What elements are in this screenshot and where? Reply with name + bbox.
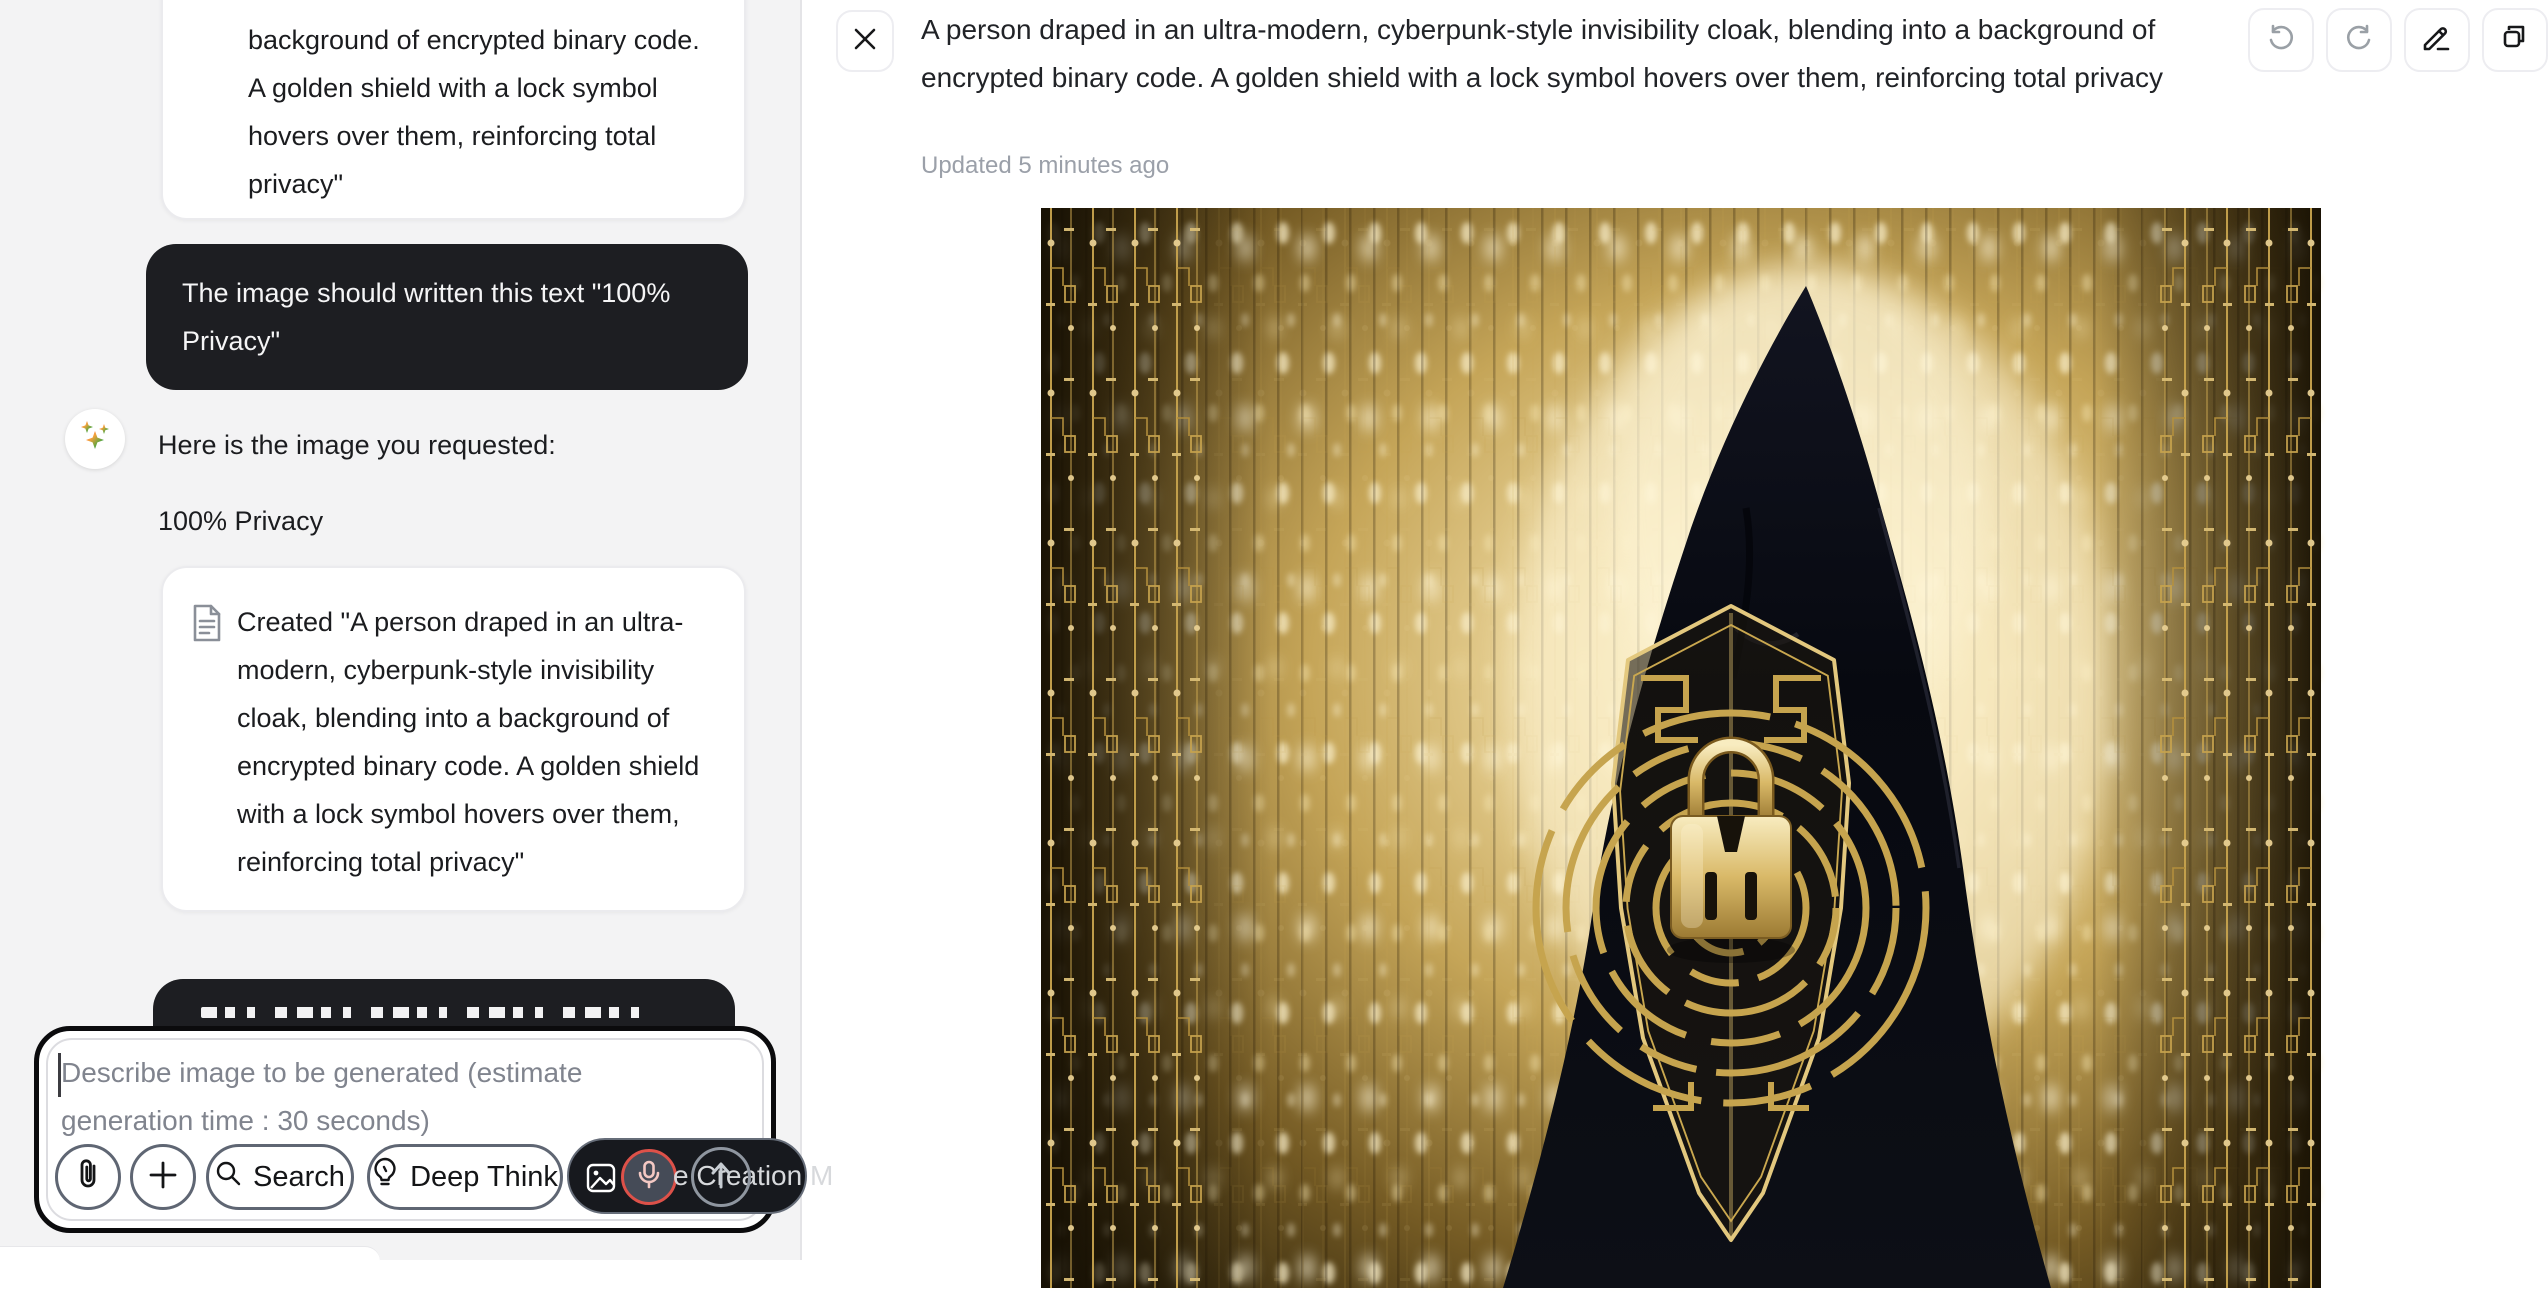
user-message-text: The image should written this text "100% Privacy" xyxy=(182,278,671,356)
deep-think-button[interactable] xyxy=(367,1144,563,1210)
viewer-updated-timestamp: Updated 5 minutes ago xyxy=(921,152,1170,179)
edit-icon xyxy=(2422,23,2452,58)
clipped-text-sliver xyxy=(201,1007,653,1018)
image-creation-mode-label: e Creation M xyxy=(673,1160,834,1191)
generated-image[interactable] xyxy=(1041,208,2321,1288)
generated-image-art xyxy=(1041,208,2321,1288)
close-icon xyxy=(852,26,878,57)
assistant-subject-text: 100% Privacy xyxy=(158,506,324,536)
image-viewer-panel xyxy=(802,0,2528,1260)
search-button[interactable] xyxy=(206,1144,354,1210)
created-artifact-text: Created "A person draped in an ultra-modern, cyberpunk-style invisibility cloak, blending into a background of encrypted binary code. A golden shield with a lock symbol hovers over them, reinforcing total privacy" xyxy=(237,607,700,877)
created-artifact-card[interactable] xyxy=(161,566,746,912)
assistant-intro-text: Here is the image you requested: xyxy=(158,430,556,460)
viewer-title: A person draped in an ultra-modern, cyberpunk-style invisibility cloak, blending into a background of encrypted binary code. A golden shield with a lock symbol hovers over them, reinforcing total privacy xyxy=(921,14,2163,93)
search-icon xyxy=(215,1160,241,1194)
scrolled-message-card xyxy=(161,0,746,220)
add-button[interactable] xyxy=(130,1144,196,1210)
undo-button[interactable] xyxy=(2248,8,2314,72)
undo-icon xyxy=(2266,23,2296,58)
sparkle-icon xyxy=(76,418,114,461)
deep-think-button-label: Deep Think xyxy=(410,1160,558,1193)
image-icon xyxy=(586,1163,616,1198)
user-message-bubble xyxy=(146,244,748,390)
assistant-avatar xyxy=(65,409,125,469)
lightbulb-icon xyxy=(372,1157,398,1197)
search-button-label: Search xyxy=(253,1160,345,1193)
copy-button[interactable] xyxy=(2482,8,2548,72)
redo-icon xyxy=(2344,23,2374,58)
prompt-input[interactable]: Describe image to be generated (estimate generation time : 30 seconds) xyxy=(61,1057,583,1136)
chat-panel xyxy=(0,0,834,1260)
scrolled-message-text: background of encrypted binary code. A golden shield with a lock symbol hovers over them, reinforcing total privacy" xyxy=(248,25,700,199)
send-button[interactable] xyxy=(691,1147,751,1207)
bottom-sheet-edge xyxy=(0,1246,380,1261)
send-arrow-icon xyxy=(708,1160,734,1195)
image-creation-mode-pill[interactable] xyxy=(567,1138,834,1214)
redo-button[interactable] xyxy=(2326,8,2392,72)
document-icon xyxy=(191,598,223,886)
close-button[interactable] xyxy=(836,10,894,72)
mic-button[interactable] xyxy=(621,1149,677,1205)
copy-icon xyxy=(2500,23,2530,58)
attach-button[interactable] xyxy=(55,1144,121,1210)
edit-button[interactable] xyxy=(2404,8,2470,72)
mic-icon xyxy=(637,1160,661,1195)
viewer-toolbar xyxy=(2248,8,2548,72)
plus-icon xyxy=(147,1159,179,1196)
paperclip-icon xyxy=(75,1158,101,1197)
